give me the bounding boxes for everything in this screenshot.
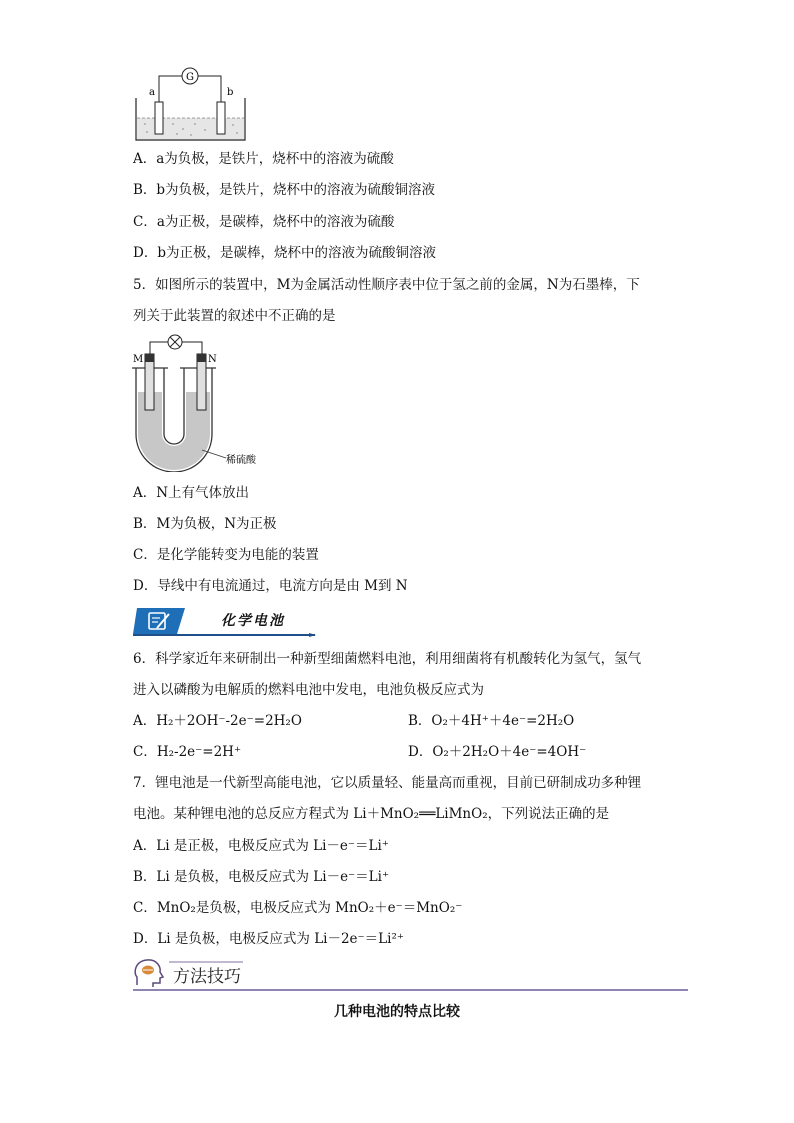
- solution-label: 稀硫酸: [226, 455, 256, 466]
- q7-option-a: A．Li 是正极，电极反应式为 Li－e⁻＝Li⁺: [133, 838, 389, 854]
- section-heading: 几种电池的特点比较: [334, 1004, 460, 1020]
- q5-option-d: D．导线中有电流通过，电流方向是由 M到 N: [133, 578, 408, 594]
- q5-stem-line2: 列关于此装置的叙述中不正确的是: [133, 308, 336, 324]
- q6-option-d: D．O₂＋2H₂O＋4e⁻=4OH⁻: [408, 744, 587, 760]
- q6-option-b: B．O₂＋4H⁺＋4e⁻=2H₂O: [408, 713, 575, 729]
- q6-option-c: C．H₂-2e⁻=2H⁺: [133, 744, 242, 760]
- q7-option-b: B．Li 是负极，电极反应式为 Li－e⁻＝Li⁺: [133, 869, 390, 885]
- electrode-b-label: b: [227, 87, 234, 98]
- q6-stem-line1: 6．科学家近年来研制出一种新型细菌燃料电池，利用细菌将有机酸转化为氢气，氢气: [133, 651, 642, 667]
- galvanic-cell-beaker-figure: [133, 62, 248, 142]
- q7-stem-line2: 电池。某种锂电池的总反应方程式为 Li＋MnO₂══LiMnO₂，下列说法正确的是: [133, 806, 610, 822]
- q7-stem-line1: 7．锂电池是一代新型高能电池，它以质量轻、能量高而重视，目前已研制成功多种锂: [133, 775, 642, 791]
- q7-option-d: D．Li 是负极，电极反应式为 Li－2e⁻＝Li²⁺: [133, 931, 404, 947]
- electrode-n: [197, 354, 206, 410]
- electrode-a-label: a: [149, 87, 155, 98]
- q5-stem-line1: 5．如图所示的装置中，M为金属活动性顺序表中位于氢之前的金属，N为石墨棒，下: [133, 277, 640, 293]
- q6-option-a: A．H₂＋2OH⁻-2e⁻=2H₂O: [133, 713, 302, 729]
- q4-option-c: C．a为正极，是碳棒，烧杯中的溶液为硫酸: [133, 214, 395, 230]
- electrode-b: [217, 102, 225, 134]
- electrode-m-label: M: [133, 354, 144, 365]
- section-banner-chemical-battery: [133, 604, 318, 638]
- q4-option-a: A．a为负极，是铁片，烧杯中的溶液为硫酸: [133, 151, 394, 167]
- method-tips-header: [133, 955, 688, 993]
- q4-option-b: B．b为负极，是铁片，烧杯中的溶液为硫酸铜溶液: [133, 182, 436, 198]
- q4-option-d: D．b为正极，是碳棒，烧杯中的溶液为硫酸铜溶液: [133, 245, 436, 261]
- q5-option-a: A．N上有气体放出: [133, 485, 250, 501]
- q5-option-c: C．是化学能转变为电能的装置: [133, 547, 319, 563]
- method-tips-title: 方法技巧: [173, 967, 241, 987]
- electrode-n-label: N: [208, 354, 217, 365]
- electrode-m: [145, 354, 154, 410]
- q7-option-c: C．MnO₂是负极，电极反应式为 MnO₂＋e⁻＝MnO₂⁻: [133, 900, 463, 916]
- head-profile-icon: [135, 960, 163, 987]
- banner-title: 化学电池: [221, 613, 285, 629]
- q5-option-b: B．M为负极，N为正极: [133, 516, 277, 532]
- galvanometer-label: G: [186, 72, 194, 83]
- u-tube-cell-figure: [130, 330, 280, 472]
- electrode-a: [155, 102, 163, 134]
- q6-stem-line2: 进入以磷酸为电解质的燃料电池中发电，电池负极反应式为: [133, 682, 484, 698]
